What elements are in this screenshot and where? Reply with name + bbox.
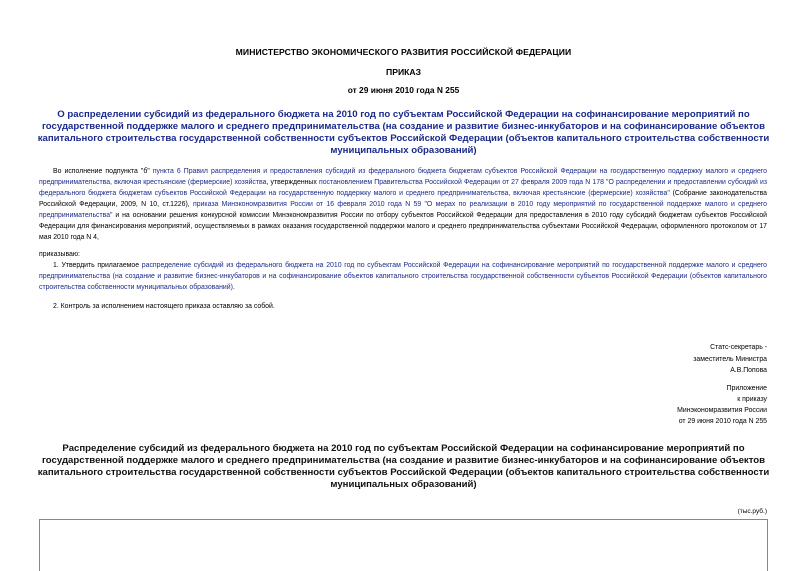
item1-text-2: . [232, 284, 235, 291]
preamble-text-1: Во исполнение подпункта "б" [53, 168, 153, 175]
appendix-block [677, 383, 767, 427]
signature-position-1: Статс-секретарь - [710, 344, 767, 351]
units-label: (тыс.руб.) [737, 508, 767, 515]
signature-position-2: заместитель Министра [693, 355, 767, 363]
paragraph-preamble [39, 166, 767, 243]
preamble-text-2: , утвержденных [266, 179, 319, 186]
link-order-59[interactable]: приказа Минэкономразвития России от 16 февраля 2010 года N 59 "О мерах по реализации в 2010 году мероприятий по государственной поддержке малого и среднего предпринимательства" [39, 201, 767, 219]
item1-text-1: 1. Утвердить прилагаемое [53, 262, 142, 269]
appendix-line-1: Приложение [726, 385, 767, 392]
link-rules-clause-6[interactable]: пункта 6 Правил распределения и предоставления субсидий из федерального бюджета бюджетам субъектов Российской Федерации на государственную поддержку малого и среднего предпринимательства, включая крестьянские (фермерские) хозяйства [39, 168, 767, 186]
paragraph-item-1 [39, 260, 767, 293]
table-left-border [39, 519, 40, 571]
signature-name: А.В.Попова [730, 367, 767, 374]
link-distribution-appendix[interactable]: распределение субсидий из федерального бюджета на 2010 год по субъектам Российской Федерации на софинансирование мероприятий по государственной поддержке малого и среднего предпринимательства (на создание и развитие бизнес-инкубаторов и на софинансирование объектов капитального строительства государственной собственности субъектов Российской Федерации (объектов капитального строительства собственности муниципальных образований) [39, 262, 767, 291]
order-date-number: от 29 июня 2010 года N 255 [347, 85, 460, 95]
table-top-border [39, 519, 768, 520]
appendix-line-4: от 29 июня 2010 года N 255 [678, 418, 767, 425]
table-right-border [767, 519, 768, 571]
preamble-text-4: и на основании решения конкурсной комиссии Минэкономразвития России по отбору субъектов Российской Федерации для предоставления в 2010 году субсидий бюджетам субъектов Российской Федерации для финансирования мероприятий, осуществляемых в рамках оказания государственной поддержки малого и среднего предпринимательства субъектами Российской Федерации, оформленного протоколом от 17 мая 2010 года N 4, [39, 212, 767, 241]
link-government-resolution-178[interactable]: постановлением Правительства Российской Федерации от 27 февраля 2009 года N 178 "О распределении и предоставлении субсидий из федерального бюджета бюджетам субъектов Российской Федерации на государственную поддержку малого и среднего предпринимательства, включая крестьянские (фермерские) хозяйства" [39, 179, 767, 197]
appendix-title: Распределение субсидий из федерального бюджета на 2010 год по субъектам Российской Федерации на софинансирование мероприятий по государственной поддержке малого и среднего предпринимательства (на создание и развитие бизнес-инкубаторов и на софинансирование объектов капитального строительства государственной собственности субъектов Российской Федерации (объектов капитального строительства собственности муниципальных образований) [37, 443, 770, 490]
appendix-line-2: к приказу [737, 396, 767, 403]
ministry-heading: МИНИСТЕРСТВО ЭКОНОМИЧЕСКОГО РАЗВИТИЯ РОССИЙСКОЙ ФЕДЕРАЦИИ [235, 47, 572, 57]
signature-block [693, 342, 767, 377]
preamble-text-3: (Собрание законодательства Российской Федерации, 2009, N 10, ст.1226), [39, 190, 768, 208]
paragraph-item-2: 2. Контроль за исполнением настоящего приказа оставляю за собой. [53, 303, 275, 310]
order-title: О распределении субсидий из федерального бюджета на 2010 год по субъектам Российской Федерации на софинансирование мероприятий по государственной поддержке малого и среднего предпринимательства (на создание и развитие бизнес-инкубаторов и на софинансирование объектов капитального строительства государственной собственности субъектов Российской Федерации (объектов капитального строительства собственности муниципальных образований) [37, 109, 770, 156]
doc-type-heading: ПРИКАЗ [386, 67, 421, 77]
order-word: приказываю: [39, 251, 80, 258]
appendix-line-3: Минэкономразвития России [677, 407, 767, 414]
